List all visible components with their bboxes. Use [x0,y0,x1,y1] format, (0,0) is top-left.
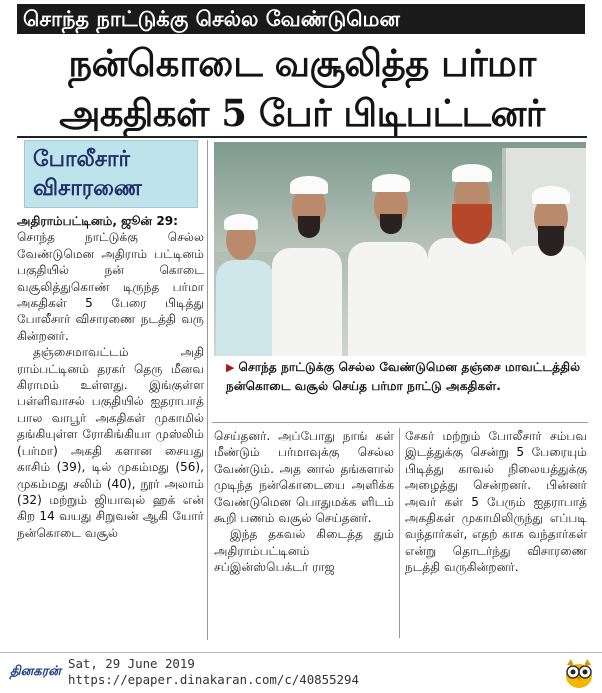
person-3-cap [372,174,410,192]
person-4-beard [452,204,492,244]
headline-divider [17,136,587,138]
edition-url[interactable]: https://epaper.dinakaran.com/c/40855294 [68,672,359,687]
person-5-cap [532,186,570,204]
person-2 [272,248,342,356]
newspaper-logo: தினகரன் [10,664,61,679]
headline-line-1: நன்கொடை வசூலித்த பர்மா [68,41,536,85]
person-4-cap [452,164,492,182]
article-paragraph-4: இந்த தகவல் கிடைத்த தும் அதிராம்பட்டினம் சப்இன்ஸ்பெக்டர் ராஜ [214,527,394,575]
person-1 [216,260,274,356]
article-paragraph-1: சொந்த நாட்டுக்கு செல்ல வேண்டுமென அதிராம் பட்டினம் பகுதியில் நன் கொடை வசூலித்துகொண் டிருந்த பர்மா அகதிகள் 5 பேரை பிடித்து போலீசார் விசாரணை நடத்தி வரு கின்றனர். [17,230,204,343]
article-paragraph-2: தஞ்சைமாவட்டம் அதி ராம்பட்டினம் தரகர் தெரு மீனவ கிராமம் உள்ளது. இங்குள்ள பள்ளிவாசல் பகுதியில் ஐதராபாத் பால வாபூர் அகதிகள் முகாமில் தங்கியுள்ள ரோகிங்கியா முஸ்லிம் (பர்மா) அகதி களான சையது காசிம் (39), டில் முகம்மது (56), முகம்மது சலிம் (40), நூர் அலாம் (32) மற்றும் ஜியாவுல் ஹக் என் கிற 14 வயது சிறுவன் ஆகி யோர் நன்கொடை வசூல் [17,345,204,540]
headline-line-2: அகதிகள் 5 பேர் பிடிபட்டனர் [59,91,545,135]
tag-box [24,140,198,208]
article-column-2 [214,428,394,576]
person-5 [510,246,586,356]
owl-icon [562,656,596,690]
article-dateline: அதிராம்பட்டினம், ஜூன் 29: [17,214,179,228]
person-3-beard [380,214,402,234]
person-4 [428,238,512,356]
article-column-3 [405,428,587,576]
tag-line-1: போலீசார் [33,147,130,172]
photo-caption [226,358,588,416]
tag-line-2: விசாரணை [33,176,142,201]
person-2-beard [298,216,320,238]
caption-divider [212,422,588,423]
edition-date: Sat, 29 June 2019 [68,656,195,671]
column-separator-2 [399,428,400,638]
person-5-beard [538,226,564,256]
person-2-cap [290,176,328,194]
news-photo [214,142,586,356]
caption-marker-icon: ▶ [226,361,235,374]
column-separator-1 [207,140,208,640]
article-column-1 [17,213,204,541]
person-3 [348,242,428,356]
person-1-cap [224,214,258,230]
article-paragraph-5: சேகர் மற்றும் போலீசார் சம்பவ இடத்துக்கு சென்று 5 பேரையும் பிடித்து காவல் நிலையத்துக்கு அழைத்து சென்றனர். பின்னர் அவர் கள் 5 பேரும் ஐதராபாத் அகதிகள் முகாமிலிருந்து எப்படி வந்தார்கள், எதற் காக வந்தார்கள் என்று தொடர்ந்து விசாரணை நடத்தி வருகின்றனர். [405,429,587,575]
kicker-banner: சொந்த நாட்டுக்கு செல்ல வேண்டுமென [17,4,585,34]
article-paragraph-3: செய்தனர். அப்போது நாங் கள் மீண்டும் பர்மாவுக்கு செல்ல வேண்டும். அத னால் தங்களால் முடிந்த நன்கொடையை அளிக்க வேண்டுமென பொதுமக்க ளிடம் கூறி பணம் வசூல் செய்தனர். [214,429,394,526]
caption-text: சொந்த நாட்டுக்கு செல்ல வேண்டுமென தஞ்சை மாவட்டத்தில் நன்கொடை வசூல் செய்த பர்மா நாட்டு அகதிகள். [226,360,581,393]
footer-divider [0,652,602,653]
